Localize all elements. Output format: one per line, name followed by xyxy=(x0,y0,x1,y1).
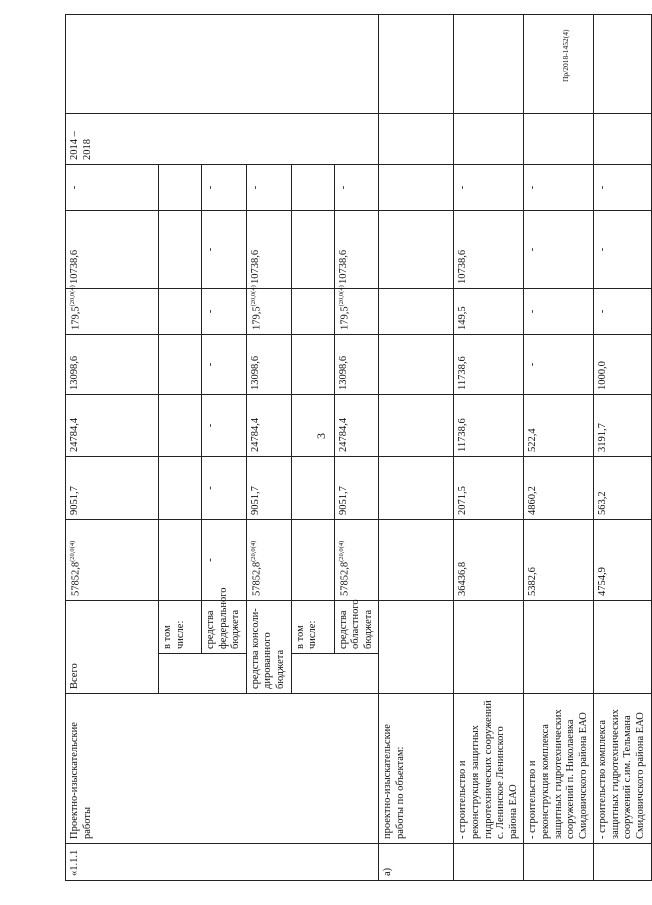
empty-cell xyxy=(291,211,334,289)
row-label: средства федерального бюджета xyxy=(202,601,247,654)
table-row xyxy=(66,15,159,881)
cell-value: - xyxy=(594,211,651,289)
empty-cell xyxy=(291,395,334,457)
section-code: «1.1.1 xyxy=(66,844,379,881)
rotated-table-sheet xyxy=(65,15,647,881)
empty-cell xyxy=(524,15,594,114)
empty-cell xyxy=(379,520,454,601)
document-code: Пр/2018-1452(4) xyxy=(561,29,570,82)
empty-cell xyxy=(159,289,202,335)
cell-value: - xyxy=(202,165,247,211)
table-row xyxy=(524,15,594,881)
page-number: 3 xyxy=(314,433,328,439)
empty-cell xyxy=(159,457,202,520)
cell-value: 36436,8 xyxy=(454,520,524,601)
empty-cell xyxy=(454,114,524,165)
indent-cell xyxy=(291,654,379,694)
table-row xyxy=(594,15,651,881)
cell-value: 9051,7 xyxy=(66,457,159,520)
cell-value: 11738,6 xyxy=(454,335,524,395)
empty-cell xyxy=(291,289,334,335)
empty-cell xyxy=(379,114,454,165)
cell-value: 9051,7 xyxy=(246,457,291,520)
cell-value: 4754,9 xyxy=(594,520,651,601)
empty-cell xyxy=(524,844,594,881)
empty-cell xyxy=(159,165,202,211)
empty-cell xyxy=(379,395,454,457)
empty-cell xyxy=(159,335,202,395)
cell-value: 149,5 xyxy=(454,289,524,335)
empty-cell xyxy=(159,395,202,457)
cell-value: - xyxy=(202,289,247,335)
cell-value: 10738,6 xyxy=(454,211,524,289)
cell-value: - xyxy=(334,165,379,211)
cell-value: $57852,8^{(20,0(4)}$ xyxy=(246,520,291,601)
cell-value: $179,5^{(20,0(4)}$ xyxy=(66,289,159,335)
cell-value: 10738,6 xyxy=(334,211,379,289)
cell-value: - xyxy=(202,457,247,520)
empty-cell xyxy=(379,211,454,289)
cell-value: $57852,8^{(20,0(4)}$ xyxy=(334,520,379,601)
cell-value: - xyxy=(246,165,291,211)
cell-value: 3191,7 xyxy=(594,395,651,457)
indent-cell xyxy=(159,654,247,694)
cell-value: 4860,2 xyxy=(524,457,594,520)
empty-cell xyxy=(379,165,454,211)
empty-cell xyxy=(291,520,334,601)
cell-value: - xyxy=(524,335,594,395)
period-cell: 2014 – 2018 xyxy=(66,114,379,165)
cell-value: 10738,6 xyxy=(246,211,291,289)
row-label: Всего xyxy=(66,601,159,694)
empty-cell xyxy=(454,601,524,694)
row-label: средства областного бюджета xyxy=(334,601,379,654)
cell-value: 13098,6 xyxy=(334,335,379,395)
cell-value: 13098,6 xyxy=(246,335,291,395)
cell-value: - xyxy=(66,165,159,211)
empty-cell xyxy=(291,165,334,211)
row-label: в том числе: xyxy=(159,601,202,654)
empty-cell xyxy=(594,15,651,114)
cell-value: 2071,5 xyxy=(454,457,524,520)
cell-value: - xyxy=(524,211,594,289)
row-label: средства консоли-дированного бюджета xyxy=(246,601,291,694)
cell-value: 522,4 xyxy=(524,395,594,457)
object-name: - строительство комплекса защитных гидротехнических сооружений с.им. Тельмана Смидовичского района ЕАО xyxy=(594,694,651,844)
empty-cell xyxy=(454,15,524,114)
cell-value: 24784,4 xyxy=(66,395,159,457)
cell-value: $179,5^{(20,0(4)}$ xyxy=(334,289,379,335)
funding-table xyxy=(65,14,652,881)
empty-cell xyxy=(594,601,651,694)
object-name: - строительство и реконструкция защитных гидротехнических сооружений с. Ленинское Ленинского района ЕАО xyxy=(454,694,524,844)
table-row xyxy=(379,15,454,881)
cell-value: 10738,6 xyxy=(66,211,159,289)
cell-value: 563,2 xyxy=(594,457,651,520)
cell-value: 24784,4 xyxy=(246,395,291,457)
empty-cell xyxy=(379,15,454,114)
empty-cell xyxy=(454,844,524,881)
cell-value: 13098,6 xyxy=(66,335,159,395)
cell-value: 11738,6 xyxy=(454,395,524,457)
empty-cell xyxy=(66,15,379,114)
cell-value: - xyxy=(202,520,247,601)
object-name: - строительство и реконструкция комплекса защитных гидротехнических сооружений п. Николаевка Смидовичского района ЕАО xyxy=(524,694,594,844)
cell-value: - xyxy=(594,289,651,335)
empty-cell xyxy=(379,457,454,520)
empty-cell xyxy=(379,601,454,694)
cell-value: 1000,0 xyxy=(594,335,651,395)
empty-cell xyxy=(524,114,594,165)
empty-cell xyxy=(159,520,202,601)
empty-cell xyxy=(379,289,454,335)
cell-value: - xyxy=(202,395,247,457)
cell-value: - xyxy=(594,165,651,211)
cell-value: 24784,4 xyxy=(334,395,379,457)
sub-heading: проектно-изыскательские работы по объектам: xyxy=(379,694,454,844)
table-row xyxy=(454,15,524,881)
empty-cell xyxy=(159,211,202,289)
empty-cell xyxy=(291,457,334,520)
empty-cell xyxy=(594,844,651,881)
row-label: в том числе: xyxy=(291,601,334,654)
empty-cell xyxy=(291,335,334,395)
cell-value: 5382,6 xyxy=(524,520,594,601)
cell-value: 9051,7 xyxy=(334,457,379,520)
cell-total: $57852,8^{(20,0(4)}$ xyxy=(66,520,159,601)
sub-marker: а) xyxy=(379,844,454,881)
empty-cell xyxy=(524,601,594,694)
cell-value: $179,5^{(20,0(4)}$ xyxy=(246,289,291,335)
cell-value: - xyxy=(202,335,247,395)
empty-cell xyxy=(594,114,651,165)
cell-value: - xyxy=(454,165,524,211)
cell-value: - xyxy=(524,289,594,335)
empty-cell xyxy=(379,335,454,395)
section-title: Проектно-изыскательские работы xyxy=(66,694,379,844)
cell-value: - xyxy=(202,211,247,289)
cell-value: - xyxy=(524,165,594,211)
